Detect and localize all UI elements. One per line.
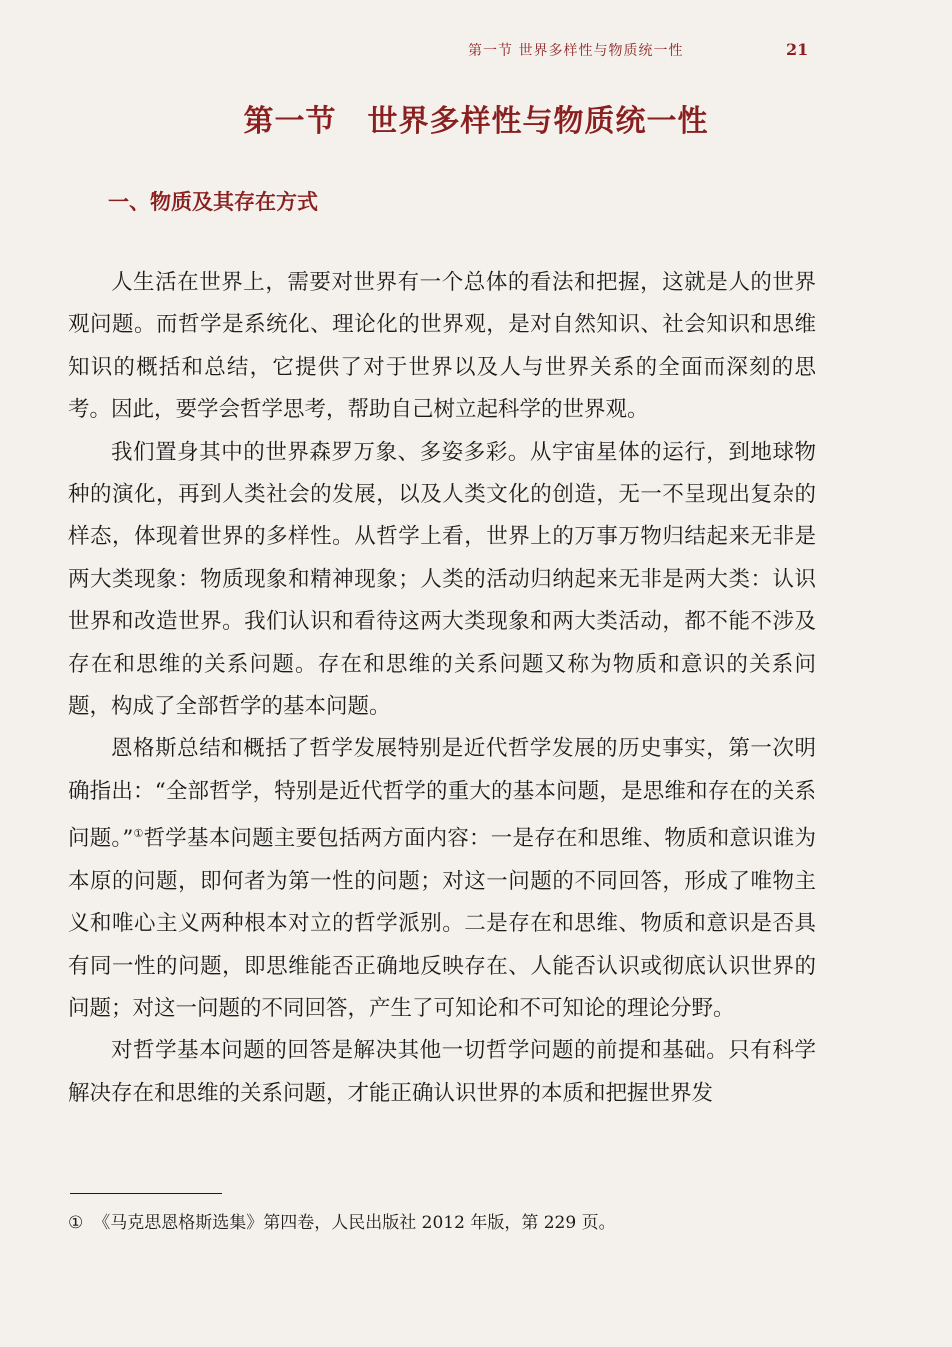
footnote-divider <box>70 1193 222 1194</box>
paragraph-4: 对哲学基本问题的回答是解决其他一切哲学问题的前提和基础。只有科学解决存在和思维的关系问题，才能正确认识世界的本质和把握世界发 <box>68 1038 816 1106</box>
paragraph-3 <box>68 728 816 1030</box>
paragraph-1: 人生活在世界上，需要对世界有一个总体的看法和把握，这就是人的世界观问题。而哲学是系统化、理论化的世界观，是对自然知识、社会知识和思维知识的概括和总结，它提供了对于世界以及人与世界关系的全面而深刻的思考。因此，要学会哲学思考，帮助自己树立起科学的世界观。 <box>68 270 816 423</box>
body-text <box>68 262 816 1115</box>
footnote-reference[interactable]: ① <box>133 827 144 841</box>
paragraph-2: 我们置身其中的世界森罗万象、多姿多彩。从宇宙星体的运行，到地球物种的演化，再到人类社会的发展，以及人类文化的创造，无一不呈现出复杂的样态，体现着世界的多样性。从哲学上看，世界上的万事万物归结起来无非是两大类现象：物质现象和精神现象；人类的活动归纳起来无非是两大类：认识世界和改造世界。我们认识和看待这两大类现象和两大类活动，都不能不涉及存在和思维的关系问题。存在和思维的关系问题又称为物质和意识的关系问题，构成了全部哲学的基本问题。 <box>68 439 816 720</box>
section-title: 第一节 世界多样性与物质统一性 <box>243 104 709 139</box>
subsection-title: 一、物质及其存在方式 <box>108 189 318 214</box>
footnote-marker: ① <box>68 1213 84 1233</box>
running-header: 第一节 世界多样性与物质统一性 <box>468 43 684 59</box>
paragraph-3-part-1: 恩格斯总结和概括了哲学发展特别是近代哲学发展的历史事实，第一次明确指出：“全部哲学，特别是近代哲学的重大的基本问题，是思维和存在的关系问题。” <box>68 736 816 852</box>
footnote <box>68 1208 616 1233</box>
footnote-text: 《马克思恩格斯选集》第四卷，人民出版社 2012 年版，第 229 页。 <box>93 1213 616 1233</box>
page-number: 21 <box>786 40 809 59</box>
paragraph-3-part-2: 哲学基本问题主要包括两方面内容：一是存在和思维、物质和意识谁为本原的问题，即何者为第一性的问题；对这一问题的不同回答，形成了唯物主义和唯心主义两种根本对立的哲学派别。二是存在和思维、物质和意识是否具有同一性的问题，即思维能否正确地反映存在、人能否认识或彻底认识世界的问题；对这一问题的不同回答，产生了可知论和不可知论的理论分野。 <box>68 826 816 1022</box>
